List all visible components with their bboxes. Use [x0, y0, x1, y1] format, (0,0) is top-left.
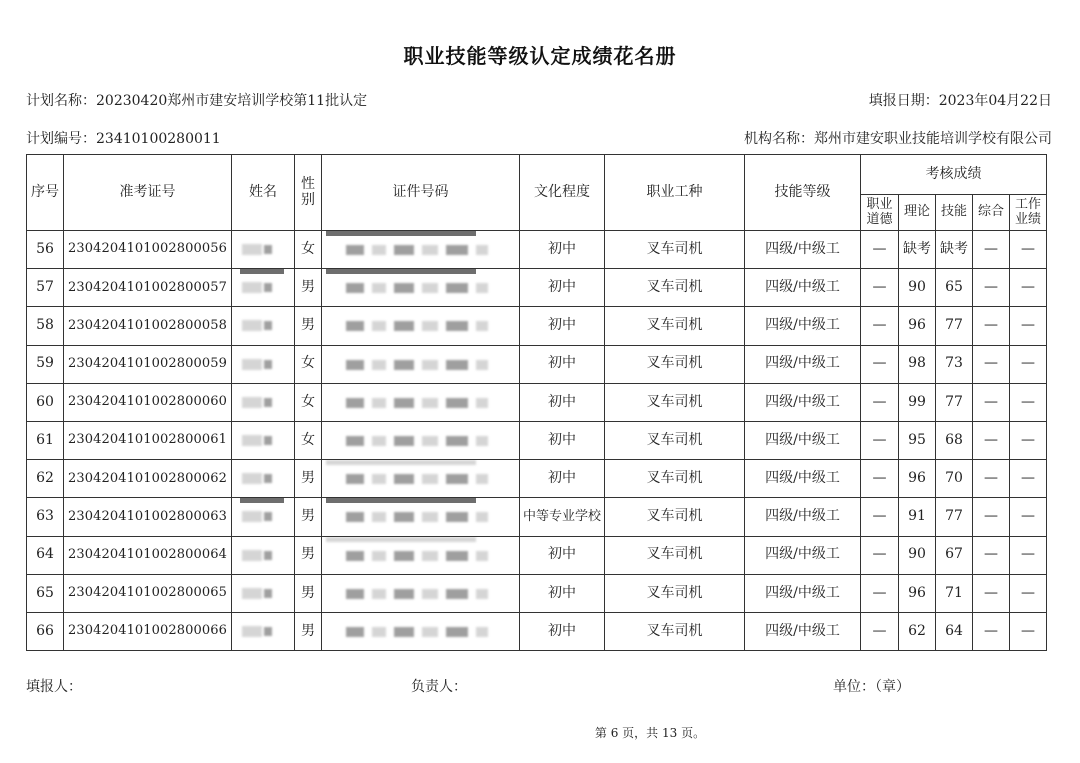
cell-gender: 男 [295, 460, 322, 498]
plan-code: 计划编号：23410100280011 [26, 131, 221, 147]
cell-level: 四级/中级工 [745, 612, 861, 650]
plan-name: 计划名称：20230420郑州市建安培训学校第11批认定 [26, 93, 368, 109]
cell-overall: — [973, 231, 1010, 269]
header-work-performance: 工作业绩 [1010, 195, 1047, 231]
cell-gender: 女 [295, 421, 322, 459]
header-name: 姓名 [232, 155, 295, 231]
cell-theory: 96 [899, 460, 936, 498]
cell-ticket: 2304204101002800065 [64, 574, 232, 612]
table-row [27, 231, 1047, 269]
cell-education: 初中 [520, 269, 605, 307]
cell-occupation: 叉车司机 [605, 536, 745, 574]
cell-ethics: — [861, 307, 899, 345]
cell-id-redacted [322, 421, 520, 459]
cell-level: 四级/中级工 [745, 231, 861, 269]
cell-seq: 62 [27, 460, 64, 498]
cell-work-performance: — [1010, 307, 1047, 345]
filler-label: 填报人： [26, 679, 82, 695]
cell-ethics: — [861, 383, 899, 421]
cell-occupation: 叉车司机 [605, 421, 745, 459]
cell-ticket: 2304204101002800057 [64, 269, 232, 307]
cell-education: 中等专业学校 [520, 498, 605, 536]
cell-level: 四级/中级工 [745, 307, 861, 345]
fill-date: 填报日期：2023年04月22日 [868, 93, 1052, 109]
cell-gender: 男 [295, 612, 322, 650]
cell-overall: — [973, 383, 1010, 421]
cell-ticket: 2304204101002800061 [64, 421, 232, 459]
cell-skill: 64 [936, 612, 973, 650]
cell-name-redacted [232, 612, 295, 650]
cell-seq: 59 [27, 345, 64, 383]
cell-work-performance: — [1010, 383, 1047, 421]
cell-id-redacted [322, 498, 520, 536]
cell-education: 初中 [520, 421, 605, 459]
cell-level: 四级/中级工 [745, 269, 861, 307]
header-ethics: 职业道德 [861, 195, 899, 231]
cell-theory: 90 [899, 269, 936, 307]
cell-skill: 71 [936, 574, 973, 612]
cell-gender: 女 [295, 383, 322, 421]
cell-id-redacted [322, 612, 520, 650]
header-scores: 考核成绩 [861, 155, 1047, 195]
cell-ethics: — [861, 460, 899, 498]
cell-ticket: 2304204101002800066 [64, 612, 232, 650]
cell-seq: 66 [27, 612, 64, 650]
cell-name-redacted [232, 307, 295, 345]
cell-gender: 女 [295, 345, 322, 383]
cell-id-redacted [322, 231, 520, 269]
organization-name: 机构名称：郑州市建安职业技能培训学校有限公司 [744, 131, 1052, 147]
cell-occupation: 叉车司机 [605, 345, 745, 383]
cell-seq: 60 [27, 383, 64, 421]
cell-work-performance: — [1010, 536, 1047, 574]
cell-ethics: — [861, 421, 899, 459]
cell-education: 初中 [520, 231, 605, 269]
header-occupation: 职业工种 [605, 155, 745, 231]
cell-occupation: 叉车司机 [605, 269, 745, 307]
cell-id-redacted [322, 307, 520, 345]
header-seq: 序号 [27, 155, 64, 231]
cell-level: 四级/中级工 [745, 536, 861, 574]
cell-skill: 77 [936, 498, 973, 536]
cell-overall: — [973, 460, 1010, 498]
table-row [27, 269, 1047, 307]
cell-level: 四级/中级工 [745, 460, 861, 498]
cell-ticket: 2304204101002800056 [64, 231, 232, 269]
cell-work-performance: — [1010, 498, 1047, 536]
cell-seq: 63 [27, 498, 64, 536]
cell-occupation: 叉车司机 [605, 574, 745, 612]
cell-theory: 62 [899, 612, 936, 650]
cell-ticket: 2304204101002800058 [64, 307, 232, 345]
cell-work-performance: — [1010, 612, 1047, 650]
cell-skill: 73 [936, 345, 973, 383]
cell-education: 初中 [520, 574, 605, 612]
score-roster-table [26, 154, 1047, 651]
cell-ethics: — [861, 269, 899, 307]
cell-theory: 缺考 [899, 231, 936, 269]
table-row [27, 460, 1047, 498]
cell-seq: 57 [27, 269, 64, 307]
cell-ticket: 2304204101002800059 [64, 345, 232, 383]
cell-occupation: 叉车司机 [605, 612, 745, 650]
cell-overall: — [973, 612, 1010, 650]
cell-theory: 91 [899, 498, 936, 536]
cell-education: 初中 [520, 307, 605, 345]
cell-occupation: 叉车司机 [605, 460, 745, 498]
cell-name-redacted [232, 231, 295, 269]
cell-name-redacted [232, 421, 295, 459]
cell-gender: 男 [295, 269, 322, 307]
cell-skill: 77 [936, 307, 973, 345]
cell-ethics: — [861, 612, 899, 650]
cell-skill: 65 [936, 269, 973, 307]
cell-id-redacted [322, 269, 520, 307]
cell-occupation: 叉车司机 [605, 498, 745, 536]
cell-overall: — [973, 421, 1010, 459]
cell-name-redacted [232, 498, 295, 536]
unit-seal-label: 单位：（章） [833, 679, 910, 695]
cell-work-performance: — [1010, 574, 1047, 612]
cell-work-performance: — [1010, 460, 1047, 498]
header-ticket: 准考证号 [64, 155, 232, 231]
cell-level: 四级/中级工 [745, 345, 861, 383]
table-row [27, 307, 1047, 345]
cell-skill: 67 [936, 536, 973, 574]
cell-gender: 男 [295, 536, 322, 574]
cell-ticket: 2304204101002800064 [64, 536, 232, 574]
header-overall: 综合 [973, 195, 1010, 231]
header-theory: 理论 [899, 195, 936, 231]
cell-ethics: — [861, 498, 899, 536]
cell-work-performance: — [1010, 269, 1047, 307]
page-indicator: 第 6 页，共 13 页。 [594, 726, 706, 740]
cell-name-redacted [232, 574, 295, 612]
header-level: 技能等级 [745, 155, 861, 231]
header-education: 文化程度 [520, 155, 605, 231]
cell-overall: — [973, 345, 1010, 383]
cell-id-redacted [322, 345, 520, 383]
cell-theory: 99 [899, 383, 936, 421]
cell-level: 四级/中级工 [745, 383, 861, 421]
cell-level: 四级/中级工 [745, 421, 861, 459]
cell-seq: 58 [27, 307, 64, 345]
cell-education: 初中 [520, 536, 605, 574]
cell-theory: 98 [899, 345, 936, 383]
cell-id-redacted [322, 536, 520, 574]
table-row [27, 421, 1047, 459]
cell-ticket: 2304204101002800063 [64, 498, 232, 536]
cell-skill: 70 [936, 460, 973, 498]
cell-occupation: 叉车司机 [605, 383, 745, 421]
cell-overall: — [973, 307, 1010, 345]
cell-work-performance: — [1010, 231, 1047, 269]
cell-education: 初中 [520, 345, 605, 383]
cell-gender: 女 [295, 231, 322, 269]
cell-overall: — [973, 574, 1010, 612]
cell-gender: 男 [295, 498, 322, 536]
table-row [27, 383, 1047, 421]
document-title: 职业技能等级认定成绩花名册 [403, 44, 677, 68]
cell-overall: — [973, 498, 1010, 536]
header-id-number: 证件号码 [322, 155, 520, 231]
table-row [27, 574, 1047, 612]
table-row [27, 536, 1047, 574]
cell-ethics: — [861, 536, 899, 574]
cell-gender: 男 [295, 307, 322, 345]
cell-overall: — [973, 269, 1010, 307]
cell-name-redacted [232, 269, 295, 307]
cell-id-redacted [322, 460, 520, 498]
cell-ticket: 2304204101002800062 [64, 460, 232, 498]
header-skill: 技能 [936, 195, 973, 231]
cell-ethics: — [861, 345, 899, 383]
cell-ethics: — [861, 574, 899, 612]
cell-education: 初中 [520, 460, 605, 498]
cell-education: 初中 [520, 383, 605, 421]
table-row [27, 345, 1047, 383]
cell-theory: 96 [899, 307, 936, 345]
cell-name-redacted [232, 460, 295, 498]
table-row [27, 498, 1047, 536]
cell-id-redacted [322, 383, 520, 421]
cell-overall: — [973, 536, 1010, 574]
cell-theory: 96 [899, 574, 936, 612]
cell-level: 四级/中级工 [745, 498, 861, 536]
cell-ticket: 2304204101002800060 [64, 383, 232, 421]
cell-work-performance: — [1010, 421, 1047, 459]
cell-education: 初中 [520, 612, 605, 650]
cell-name-redacted [232, 345, 295, 383]
cell-id-redacted [322, 574, 520, 612]
cell-occupation: 叉车司机 [605, 307, 745, 345]
cell-seq: 61 [27, 421, 64, 459]
cell-name-redacted [232, 383, 295, 421]
cell-skill: 77 [936, 383, 973, 421]
cell-skill: 68 [936, 421, 973, 459]
cell-ethics: — [861, 231, 899, 269]
cell-occupation: 叉车司机 [605, 231, 745, 269]
cell-seq: 56 [27, 231, 64, 269]
cell-work-performance: — [1010, 345, 1047, 383]
cell-seq: 65 [27, 574, 64, 612]
responsible-label: 负责人： [411, 679, 467, 695]
cell-gender: 男 [295, 574, 322, 612]
cell-theory: 95 [899, 421, 936, 459]
table-row [27, 612, 1047, 650]
cell-level: 四级/中级工 [745, 574, 861, 612]
header-gender: 性别 [295, 155, 322, 231]
cell-skill: 缺考 [936, 231, 973, 269]
cell-seq: 64 [27, 536, 64, 574]
cell-theory: 90 [899, 536, 936, 574]
cell-name-redacted [232, 536, 295, 574]
